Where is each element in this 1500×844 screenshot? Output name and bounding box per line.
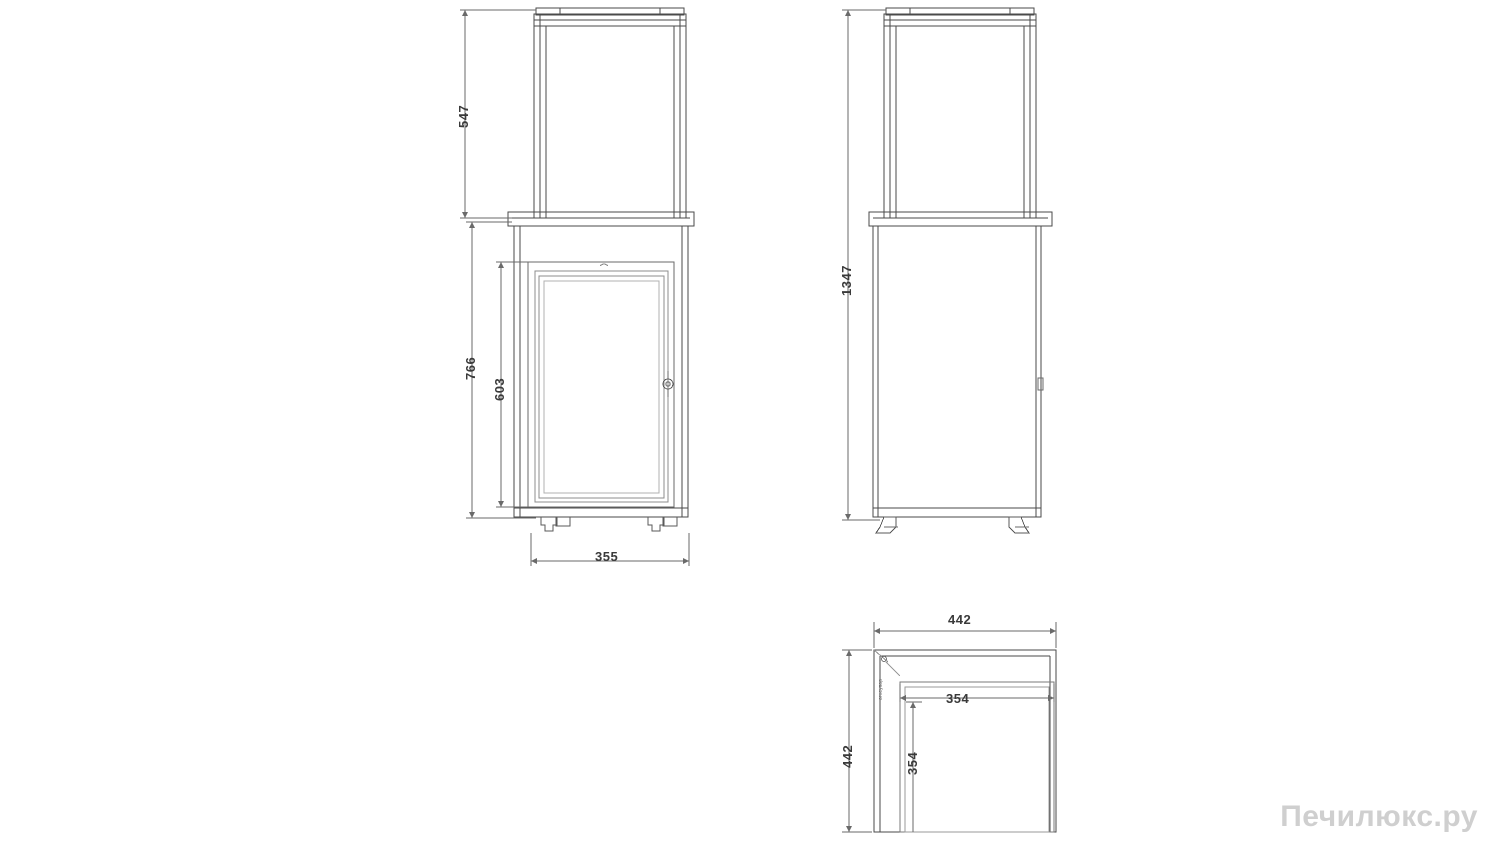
dimension-label-front-766: 766 [463,356,478,380]
front-view-dimensions [460,10,689,566]
refractory-note-label: огнеупор [878,679,884,700]
dimension-label-front-603: 603 [492,377,507,401]
dimension-label-top-354-depth: 354 [905,751,920,775]
top-view-group [874,650,1056,832]
dimension-label-side-1347: 1347 [839,265,854,296]
watermark-text: Печилюкс.ру [1280,800,1478,833]
dimension-label-top-442-depth: 442 [840,744,855,768]
side-view-group [869,8,1052,533]
dimension-label-top-442-width: 442 [948,612,972,627]
dimension-label-front-547: 547 [456,104,471,128]
dimension-label-top-354-width: 354 [946,691,970,706]
front-view-group [508,8,694,531]
dimension-label-front-355: 355 [595,549,619,564]
